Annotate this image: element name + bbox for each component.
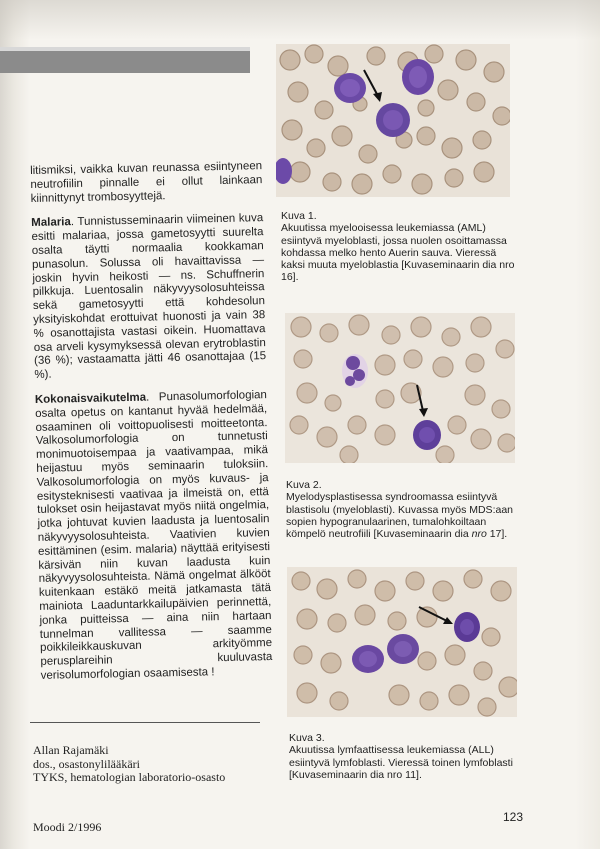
figure-2-image — [285, 313, 515, 463]
malaria-paragraph — [31, 213, 266, 383]
figure-1-caption — [281, 210, 516, 284]
figure-2-caption-main: Myelodysplastisessa syndroomassa esiintyvä blastisolu (myeloblasti). Kuvassa myös MDS:aan sopien hypogranulaarinen, tumalohkoiltaan kömpelö neutrofiili [Kuvaseminaarin dia — [286, 491, 514, 541]
figure-1-image — [276, 44, 510, 197]
figure-2-label: Kuva 2. — [286, 479, 322, 491]
figure-2-caption-end: 17]. — [486, 528, 508, 541]
page-number: 123 — [503, 810, 524, 824]
intro-paragraph: litismiksi, vaikka kuvan reunassa esiintyneen neutrofiilin pinnalle ei ollut lainkaan kiinnittynyt trombosyyttejä. — [30, 160, 263, 205]
overall-paragraph — [35, 389, 273, 684]
figure-3-caption-text: Akuutissa lymfaattisessa leukemiassa (ALL) esiintyvä lymfoblasti. Vieressä toinen lymfoblasti [Kuvaseminaarin dia nro 11]. — [289, 744, 513, 781]
author-affiliation: TYKS, hematologian laboratorio-osasto — [33, 770, 226, 784]
figure-1-micrograph — [276, 44, 510, 197]
figure-2-caption-emphasis: nro — [471, 528, 487, 541]
header-bar-highlight — [0, 47, 250, 51]
overall-text: . Punasolumorfologian osalta opetus on kantanut hyvää hedelmää, osaaminen oli voittopuolisesti moitteetonta. Valkosolumorfologia on tunnetusti monimuotoisempaa ja vaativampaa, mikä heijastuu myös seminaarin tuloksiin. Valkosolumorfologia on myös kuvaus- ja esitysteknisesti vaativaa ja ilmeistä on, että tulokset osin heijastavat myös niitä ongelmia, jotka johtuvat kuvien laadusta ja luentosalin näkyvyysolosuhteista. Vaativien kuvien esittäminen (esim. malaria) näyttää erityisesti kärsivän niin kuvan laadusta kuin näkyvyysolosuhteista. Nämä ongelmat älkööt kuitenkaan estäkö meitä jatkamasta tätä mainiota Laaduntarkkailupäivien perinnettä, jonka puitteissa — aina niin hartaan tunnelman vallitessa — saamme poikkileikkauskuvan arkityömme perusplareihin kuuluvasta verisolumorfologian osaamisesta ! — [35, 389, 273, 682]
figure-2-caption-text — [286, 491, 518, 540]
figure-3-micrograph — [287, 567, 517, 717]
author-divider — [30, 722, 260, 723]
author-title: dos., osastonylilääkäri — [33, 756, 140, 771]
malaria-text: . Tunnistusseminaarin viimeinen kuva esitti malariaa, jossa gametosyytti suurelta osalta täytti normaalia kookkaman punasolun. Solussa oli havaittavissa — joskin hyvin heikosti — ns. Schuffnerin pilkkuja. Luentosalin näkyvyysolosuhteissa sekä gametosyytti että kohdesolun yksityiskohdat erottuivat huonosti ja vain 38 % osanottajista vastasi oikein. Huomattava osa arveli kysymyksessä olevan erytroblastin (36 %); vastaamatta jätti 46 osanottajaa (15 %). — [31, 212, 267, 382]
section-heading-malaria: Malaria — [31, 216, 71, 230]
section-heading-overall: Kokonaisvaikutelma — [34, 391, 147, 406]
page-top-shadow — [0, 0, 600, 40]
figure-1-caption-text: Akuutissa myelooisessa leukemiassa (AML) esiintyvä myeloblasti, jossa nuolen osoittamassa kohdassa melko hento Auerin sauva. Vieressä kaksi muuta myeloblastia [Kuvaseminaarin dia nro 16]. — [281, 222, 515, 284]
figure-2-micrograph — [285, 313, 515, 463]
figure-3-image — [287, 567, 517, 717]
figure-1-label: Kuva 1. — [281, 210, 317, 222]
author-name: Allan Rajamäki — [33, 743, 109, 757]
figure-2-caption — [286, 479, 518, 540]
figure-3-caption — [289, 732, 519, 781]
author-block — [33, 744, 273, 785]
article-body — [30, 160, 273, 694]
journal-footer: Moodi 2/1996 — [33, 820, 102, 834]
figure-3-label: Kuva 3. — [289, 732, 325, 744]
